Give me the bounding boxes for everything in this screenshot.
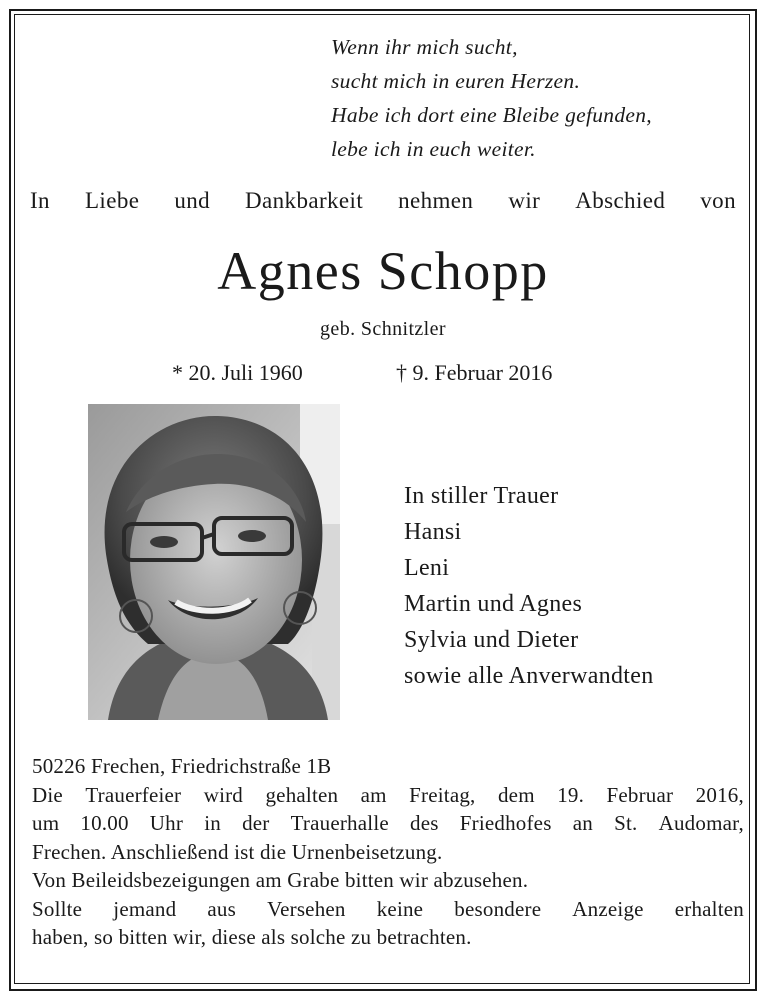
poem-line: lebe ich in euch weiter. [331,137,536,161]
funeral-notice [32,752,744,952]
notice-word: an [572,811,593,835]
notice-word: in [204,811,221,835]
notice-word: St. [614,811,638,835]
address: 50226 Frechen, Friedrichstraße 1B [32,754,332,778]
mourner-entry: Sylvia und Dieter [404,627,579,653]
notice-word: aus [207,896,236,921]
notice-word: am [360,782,387,807]
mourners-list [404,478,654,694]
notice-word: Versehen [267,896,346,921]
poem-line: Wenn ihr mich sucht, [331,35,518,59]
notice-word: des [410,811,439,835]
mourners-heading: In stiller Trauer [404,483,559,509]
notice-word: erhalten [674,896,744,921]
portrait-photo [88,404,340,720]
notice-line-3: Frechen. Anschließend ist die Urnenbeisetzung. [32,839,443,864]
notice-word: dem [497,782,535,807]
notice-word: 19. [557,782,585,807]
notice-line-2 [32,809,744,838]
notice-word: besondere [454,896,542,921]
notice-line-4: Von Beileidsbezeigungen am Grabe bitten wir abzusehen. [32,868,529,892]
notice-word: Sollte [32,896,83,921]
notice-word: wird [203,782,244,807]
mourner-entry: Martin und Agnes [404,591,583,617]
notice-word: keine [376,896,424,921]
notice-word: Die [32,782,63,807]
notice-word: Freitag, [409,782,476,807]
notice-word: 2016, [695,782,744,807]
notice-word: Friedhofes [459,811,552,835]
intro-line [30,188,736,214]
intro-word: von [700,188,736,213]
poem [331,30,652,166]
death-date: † 9. Februar 2016 [396,360,553,385]
notice-word: Trauerhalle [290,811,389,835]
notice-word: um [32,811,60,835]
intro-word: Abschied [575,188,666,213]
notice-line-1 [32,781,744,810]
intro-word: In [30,188,50,213]
mourner-entry: sowie alle Anverwandten [404,663,654,689]
intro-word: Liebe [84,188,140,213]
notice-word: 10.00 [80,811,129,835]
notice-word: Audomar, [658,811,744,835]
poem-line: sucht mich in euren Herzen. [331,69,581,93]
notice-word: der [242,811,270,835]
intro-word: wir [508,188,541,213]
notice-word: Anzeige [572,896,644,921]
notice-word: Februar [606,782,674,807]
notice-line-5 [32,895,744,924]
intro-word: Dankbarkeit [245,188,364,213]
mourner-entry: Leni [404,555,450,581]
mourner-entry: Hansi [404,519,462,545]
intro-word: nehmen [398,188,474,213]
notice-word: Uhr [149,811,184,835]
intro-word: und [174,188,211,213]
poem-line: Habe ich dort eine Bleibe gefunden, [331,103,652,127]
notice-line-6: haben, so bitten wir, diese als solche zu betrachten. [32,925,472,949]
notice-word: Trauerfeier [85,782,182,807]
maiden-name: geb. Schnitzler [320,318,446,340]
birth-date: * 20. Juli 1960 [172,360,303,385]
deceased-name: Agnes Schopp [217,241,549,301]
portrait-illustration [88,404,340,720]
notice-word: jemand [113,896,177,921]
notice-word: gehalten [265,782,339,807]
